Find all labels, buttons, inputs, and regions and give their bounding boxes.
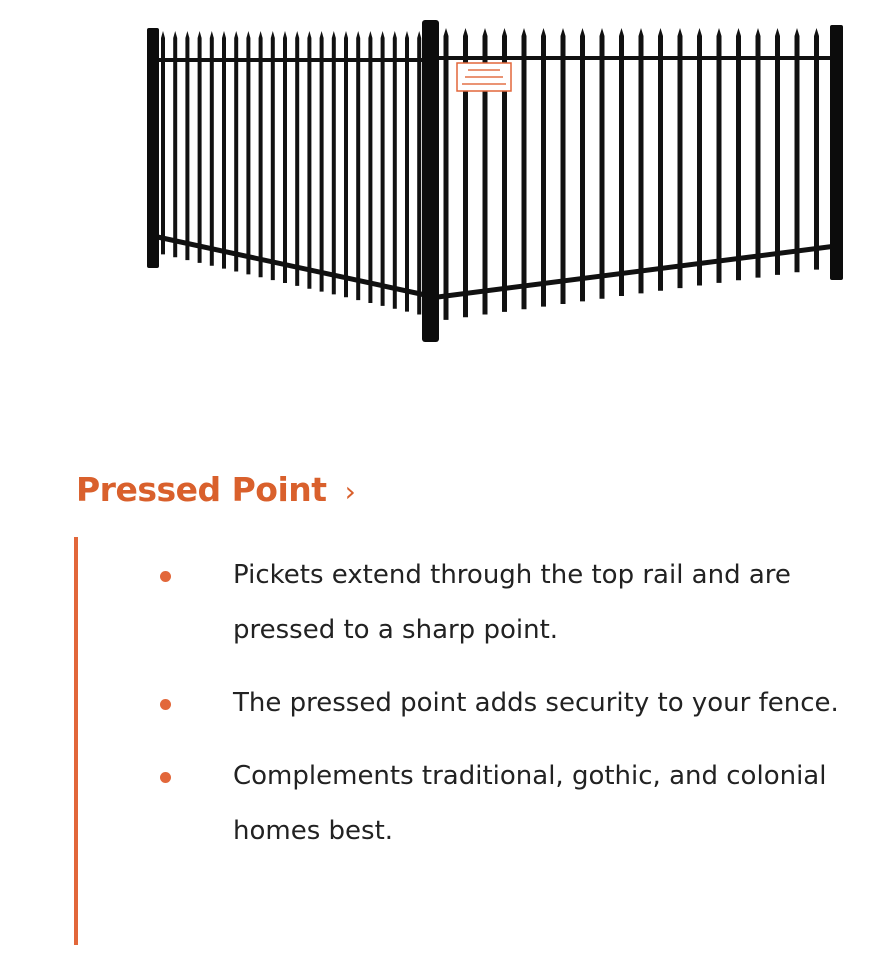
fence-image — [0, 0, 895, 360]
section-title-link[interactable] — [76, 470, 355, 509]
picket — [246, 31, 250, 274]
picket — [356, 31, 360, 300]
accent-divider — [74, 537, 78, 945]
picket — [541, 28, 546, 307]
bullet-icon — [160, 772, 171, 783]
picket — [161, 31, 165, 254]
picket — [381, 31, 385, 306]
picket — [775, 28, 780, 275]
picket — [522, 28, 527, 309]
picket — [271, 31, 275, 280]
bullet-icon — [160, 699, 171, 710]
bullet-icon — [160, 571, 171, 582]
picket — [639, 28, 644, 293]
picket — [444, 28, 449, 320]
picket — [368, 31, 372, 303]
picket — [417, 31, 421, 314]
picket — [259, 31, 263, 277]
chevron-right-icon: › — [344, 475, 356, 508]
picket — [222, 31, 226, 269]
picket — [405, 31, 409, 312]
picket — [295, 31, 299, 286]
fence-post — [830, 25, 843, 280]
picket — [332, 31, 336, 294]
fence-post — [422, 20, 439, 342]
picket — [756, 28, 761, 278]
picket — [736, 28, 741, 280]
picket — [185, 31, 189, 260]
picket — [320, 31, 324, 292]
picket — [173, 31, 177, 257]
picket — [678, 28, 683, 288]
picket — [283, 31, 287, 283]
picket — [393, 31, 397, 309]
feature-list — [150, 548, 870, 877]
list-item: Complements traditional, gothic, and colonial homes best. — [150, 749, 870, 859]
picket — [580, 28, 585, 301]
bottom-rail — [153, 236, 430, 296]
picket — [210, 31, 214, 266]
picket — [658, 28, 663, 291]
picket — [717, 28, 722, 283]
picket — [600, 28, 605, 299]
picket — [814, 28, 819, 270]
picket — [561, 28, 566, 304]
picket — [198, 31, 202, 263]
picket — [795, 28, 800, 272]
picket — [619, 28, 624, 296]
fence-post — [147, 28, 159, 268]
picket — [344, 31, 348, 297]
section-title: Pressed Point — [76, 470, 327, 509]
list-item: The pressed point adds security to your fence. — [150, 676, 870, 731]
picket — [697, 28, 702, 285]
picket — [234, 31, 238, 272]
picket — [307, 31, 311, 289]
list-item: Pickets extend through the top rail and are pressed to a sharp point. — [150, 548, 870, 658]
